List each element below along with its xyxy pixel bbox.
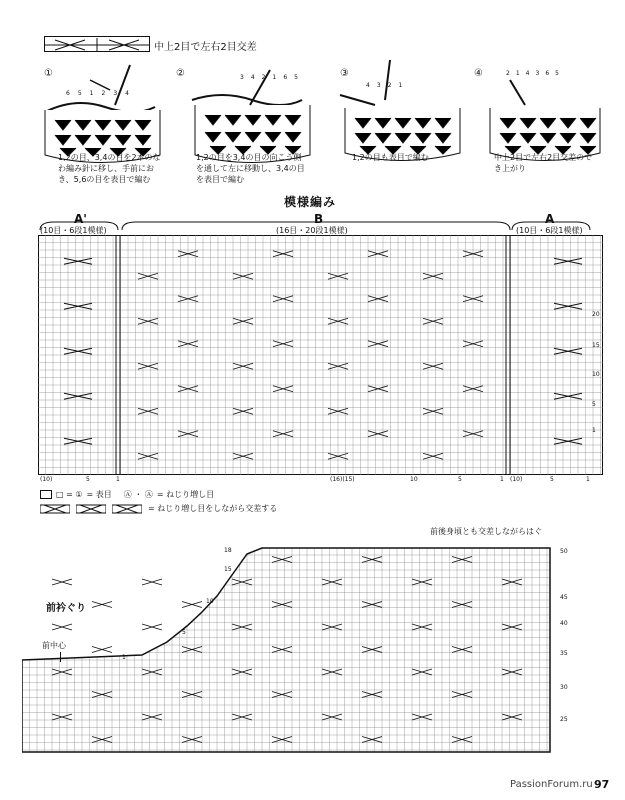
- neckline-title: 前衿ぐり: [46, 603, 86, 614]
- step-2-number: ②: [176, 68, 185, 79]
- stitch-number: 3: [376, 82, 381, 89]
- step-3-stitch-numbers: [366, 82, 426, 89]
- stitch-number: 1: [515, 70, 520, 77]
- stitch-number: 2: [261, 74, 266, 81]
- row-number-10: 10: [592, 371, 600, 378]
- bottom-mark: 5: [86, 476, 90, 483]
- step-2-illustration: [192, 70, 310, 163]
- neck-right-number: 45: [560, 594, 568, 601]
- step-1-illustration: [45, 65, 160, 163]
- bottom-mark: 1: [586, 476, 590, 483]
- neck-right-number: 40: [560, 620, 568, 627]
- cable-symbol-icon: [45, 38, 149, 52]
- bottom-mark: (16)(15): [330, 476, 355, 483]
- section-a-repeat: (10目・6段1模様): [516, 226, 583, 235]
- step-4-caption: 中上2目で左右2目交差のでき上がり: [494, 153, 593, 173]
- stitch-number: 5: [294, 74, 298, 81]
- row-number-5: 5: [592, 401, 596, 408]
- legend-2-sub: Ⓐ ・ Ⓐ: [123, 490, 153, 499]
- section-a-prime-letter: A': [74, 212, 87, 226]
- stitch-number: 4: [366, 82, 370, 89]
- stitch-number: 6: [66, 90, 70, 97]
- neckline-top-note: 前後身頃とも交差しながらはぐ: [430, 527, 542, 536]
- section-a-prime-repeat: (10目・6段1模様): [40, 226, 107, 235]
- legend-1-sub: □ = ①: [56, 490, 83, 499]
- stitch-number: 1: [89, 90, 94, 97]
- neck-left-number: 10: [206, 598, 214, 605]
- cross-increase-icon: [112, 504, 142, 514]
- step-2-caption: 1,2の目を3,4の目の向こう側を通して左に移動し、3,4の目を表目で編む: [196, 153, 305, 184]
- neck-right-number: 30: [560, 684, 568, 691]
- step-1-number: ①: [44, 68, 53, 79]
- neckline-chart-grid: [22, 540, 567, 760]
- neck-left-number: 18: [224, 547, 232, 554]
- section-b-repeat: (16目・20段1模様): [276, 226, 348, 235]
- section-b-letter: B: [314, 212, 324, 226]
- section-a-letter: A: [545, 212, 555, 226]
- cross-increase-icon: [40, 504, 70, 514]
- center-front-arrow-icon: [60, 652, 61, 662]
- stitch-number: 4: [125, 90, 129, 97]
- neck-left-number: 15: [224, 566, 232, 573]
- watermark: PassionForum.ru: [510, 779, 593, 790]
- bottom-mark: 5: [458, 476, 462, 483]
- legend-row-2: [40, 503, 277, 514]
- center-front-label: 前中心: [42, 641, 66, 650]
- step-3-number: ③: [340, 68, 349, 79]
- cable-symbol-legend: [44, 36, 150, 52]
- legend-3-text: = ねじり増し目をしながら交差する: [148, 504, 278, 513]
- stitch-number: 5: [555, 70, 559, 77]
- legend-1-text: = 表目: [86, 490, 112, 499]
- neck-right-number: 35: [560, 650, 568, 657]
- legend-row-1: [40, 489, 214, 500]
- page-number: 97: [594, 778, 610, 791]
- bottom-mark: 1: [116, 476, 120, 483]
- step-3-illustration: [340, 60, 460, 161]
- stitch-number: 3: [240, 74, 244, 81]
- stitch-number: 3: [113, 90, 118, 97]
- neck-left-number: 1: [122, 654, 126, 661]
- step-3-caption: 1,2の目も表目で編む: [352, 153, 429, 162]
- stitch-number: 6: [545, 70, 550, 77]
- stitch-number: 1: [272, 74, 277, 81]
- row-number-20: 20: [592, 311, 600, 318]
- stitch-number: 6: [283, 74, 288, 81]
- stitch-number: 2: [506, 70, 510, 77]
- stitch-number: 4: [525, 70, 530, 77]
- bottom-mark: (10): [510, 476, 523, 483]
- bottom-mark: (10): [40, 476, 53, 483]
- bottom-mark: 5: [550, 476, 554, 483]
- stitch-number: 3: [535, 70, 540, 77]
- row-number-1: 1: [592, 427, 596, 434]
- stitch-number: 2: [101, 90, 106, 97]
- step-1-caption: 1,2の目、3,4の目を2本のなわ編み針に移し、手前におき、5,6の目を表目で編む: [58, 153, 161, 184]
- step-4-stitch-numbers: [506, 70, 596, 77]
- stitch-number: 2: [387, 82, 392, 89]
- bottom-mark: 1: [500, 476, 504, 483]
- stitch-number: 4: [250, 74, 255, 81]
- stitch-number: 1: [398, 82, 403, 89]
- neck-left-number: 5: [182, 629, 186, 636]
- stitch-number: 5: [77, 90, 82, 97]
- pattern-title: 模様編み: [284, 195, 337, 209]
- step-2-stitch-numbers: [240, 74, 310, 81]
- row-number-15: 15: [592, 342, 600, 349]
- bottom-mark: 10: [410, 476, 418, 483]
- cross-increase-icon: [76, 504, 106, 514]
- technique-label: 中上2目で左右2目交差: [154, 42, 257, 53]
- pattern-chart-grid: [38, 235, 603, 485]
- legend-2-text: = ねじり増し目: [156, 490, 215, 499]
- step-4-illustration: [490, 80, 600, 161]
- step-4-number: ④: [474, 68, 483, 79]
- neck-right-number: 25: [560, 716, 568, 723]
- neck-right-number: 50: [560, 548, 568, 555]
- knit-symbol-icon: [40, 490, 52, 499]
- step-1-stitch-numbers: [66, 90, 156, 97]
